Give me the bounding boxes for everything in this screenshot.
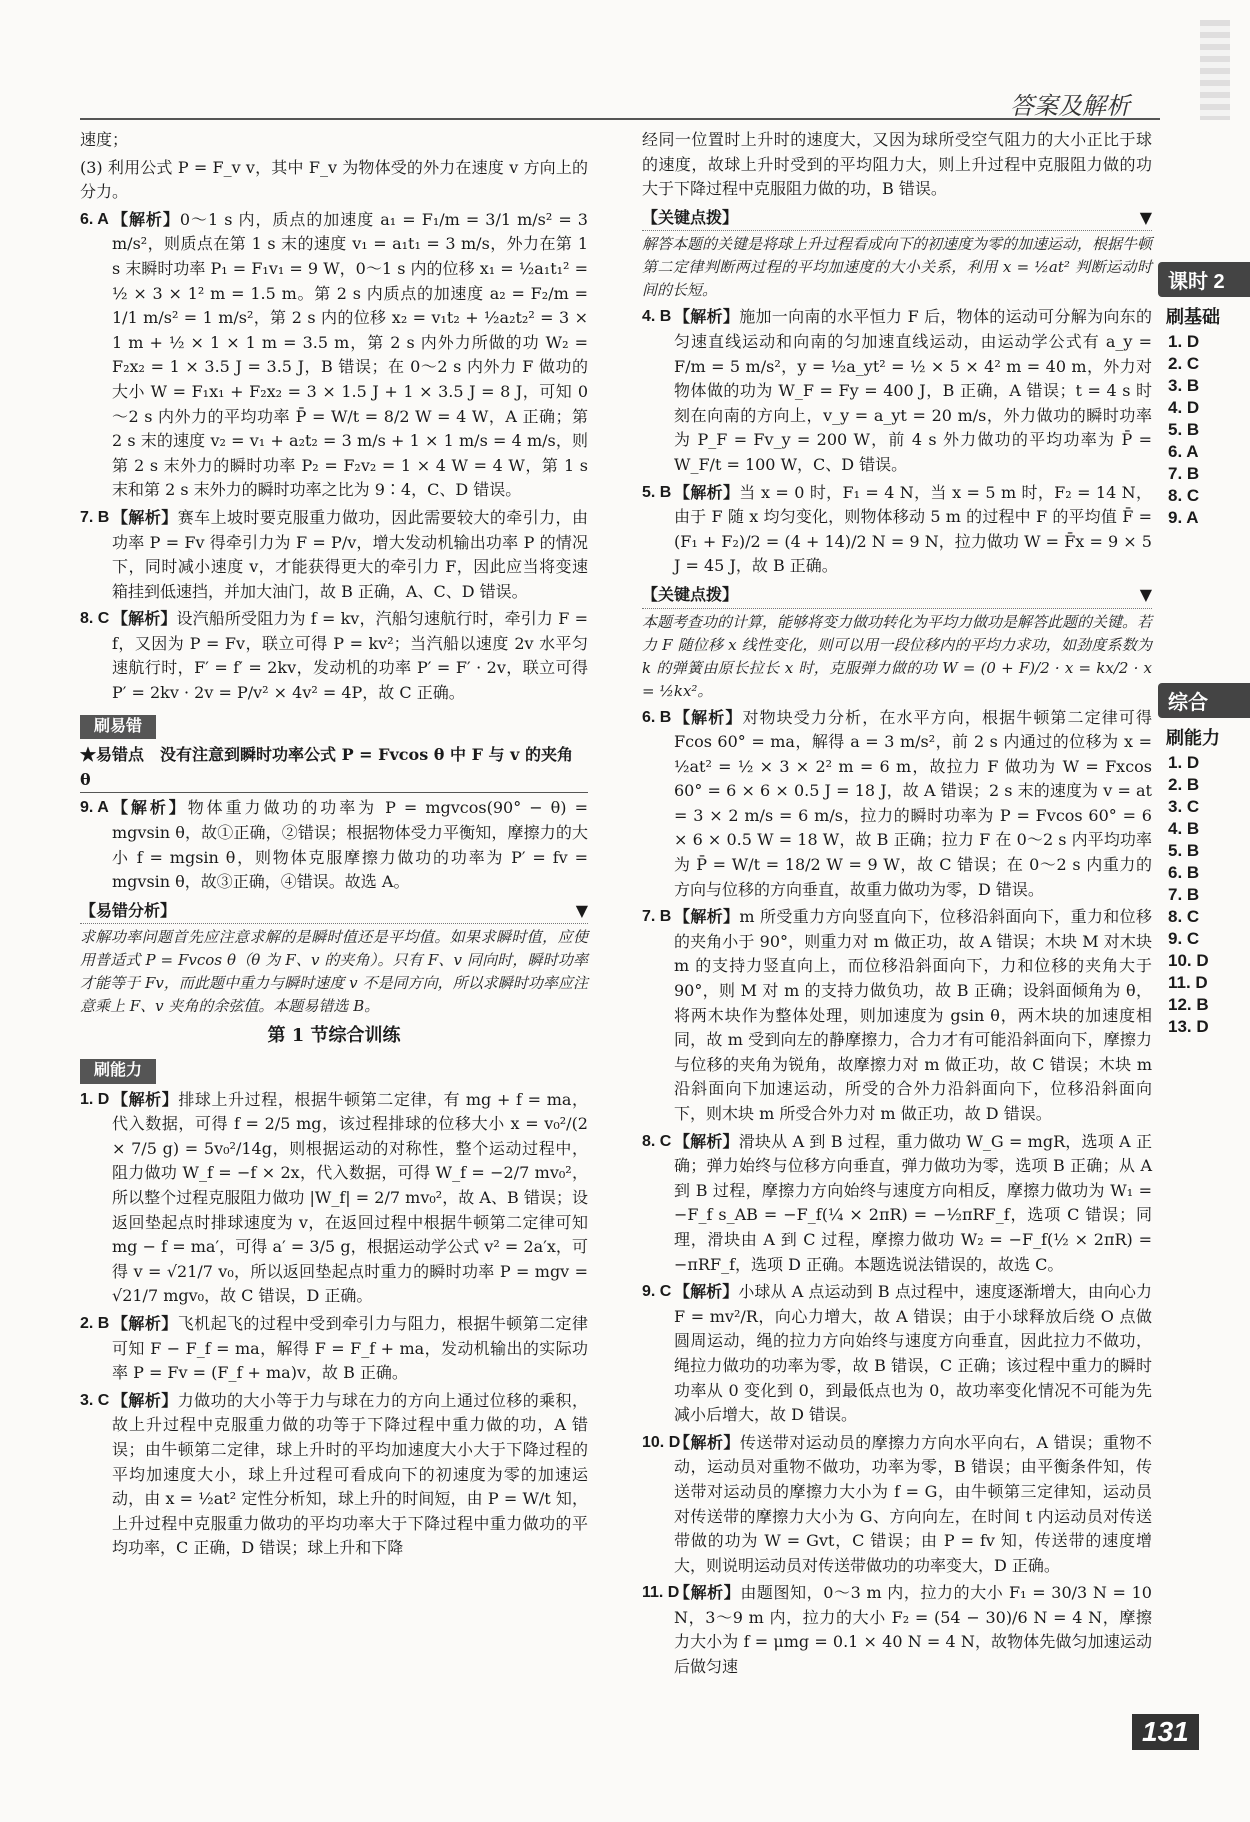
sidebar-answer: 6. A xyxy=(1168,442,1199,461)
section-ability: 刷能力 xyxy=(80,1059,156,1084)
sidebar-answer: 11. D xyxy=(1168,973,1208,992)
sidebar-answer: 6. B xyxy=(1168,863,1200,882)
sidebar-answer: 7. B xyxy=(1168,885,1200,904)
intro-line: 速度； xyxy=(80,130,129,149)
sidebar-answer: 9. C xyxy=(1168,929,1200,948)
sidebar-answer: 8. C xyxy=(1168,486,1200,505)
header-rule xyxy=(80,118,1160,120)
sidebar-answer: 12. B xyxy=(1168,995,1209,1014)
answer-item: 3. C 【解析】力做功的大小等于力与球在力的方向上通过位移的乘积，故上升过程中克服重力做的功等于下降过程中重力做的功，A 错误；由牛顿第二定律，球上升时的平均加速度大小大于下降过程的平均加速度大小，球上升过程可看成向下的初速度为零的加速运动，由 x = ½at² 定性分析知，球上升的时间短，由 P = W/t 知，上升过程中克服重力做功的平均功率大于下降过程中重力做功的平均功率，C 正确，D 错误；球上升和下降 xyxy=(80,1390,588,1558)
sidebar-answer: 3. C xyxy=(1168,797,1200,816)
answer-item: 10. D 【解析】传送带对运动员的摩擦力方向水平向右，A 错误；重物不动，运动员对重物不做功，功率为零，B 错误；由平衡条件知，传送带对运动员的摩擦力大小为 f = G，由牛顿第三定律知，运动员对传送带的摩擦力大小为 G、方向向左，在时间 t 内运动员对传送带做的功为 W = Gvt，C 错误；由 P = fv 知，传送带的速度增大，则说明运动员对传送带做功的功率变大，D 正确。 xyxy=(642,1432,1152,1575)
left-column xyxy=(80,128,588,1564)
sidebar-answer: 5. B xyxy=(1168,841,1200,860)
answer-item: 7. B 【解析】m 所受重力方向竖直向下，位移沿斜面向下，重力和位移的夹角小于 90°，则重力对 m 做正功，故 A 错误；木块 M 对木块 m 的支持力竖直向上，而位移沿斜面向下，力和位移的夹角大于 90°，则 M 对 m 的支持力做负功，故 B 正确；设斜面倾角为 θ，将两木块作为整体处理，则加速度为 gsin θ，两木块的加速度相同，故 m 受到向左的静摩擦力，合力才有可能沿斜面向下，摩擦力与位移的夹角为锐角，故摩擦力对 m 做正功，故 C 错误；木块 m 沿斜面向下加速运动，所受的合外力沿斜面向下，位移沿斜面向下，则木块 m 所受合外力对 m 做正功，故 D 错误。 xyxy=(642,907,1152,1123)
sidebar-answer: 8. C xyxy=(1168,907,1200,926)
page-header-title: 答案及解析 xyxy=(1010,93,1130,120)
sidebar-answer: 2. C xyxy=(1168,354,1200,373)
sidebar-lesson-2 xyxy=(1158,262,1250,529)
triangle-icon: ▼ xyxy=(575,900,588,920)
sidebar-answer: 7. B xyxy=(1168,464,1200,483)
intro-line: (3) 利用公式 P = F_v v，其中 F_v 为物体受的外力在速度 v 方向上的分力。 xyxy=(80,157,588,202)
answer-item: 1. D 【解析】排球上升过程，根据牛顿第二定律，有 mg + f = ma，代入数据，可得 f = 2/5 mg，该过程排球的位移大小 x = v₀²/(2 × 7/5 g) = 5v₀²/14g，则根据运动的对称性，整个运动过程中，阻力做功 W_f = −f × 2x，代入数据，可得 W_f = −2/7 mv₀²，所以整个过程克服阻力做功 |W_f| = 2/7 mv₀²，故 A、B 错误；设返回垫起点时排球速度为 v，在返回过程中根据牛顿第二定律可知 mg − f = ma′，可得 a′ = 3/5 g，根据运动学公式 v² = 2a′x，可得 v = √21/7 v₀，所以返回垫起点时重力的瞬时功率 P = mgv = √21/7 mgv₀，故 C 错误，D 正确。 xyxy=(80,1089,588,1306)
sidebar-answer: 2. B xyxy=(1168,775,1200,794)
sidebar-answer: 5. B xyxy=(1168,420,1200,439)
note-heading: 【关键点拨】 ▼ xyxy=(642,206,1152,232)
answer-item: 6. A 【解析】0～1 s 内，质点的加速度 a₁ = F₁/m = 3/1 m/s² = 3 m/s²，则质点在第 1 s 末的速度 v₁ = a₁t₁ = 3 m/s，外力在第 1 s 末瞬时功率 P₁ = F₁v₁ = 9 W，0～1 s 内的位移 x₁ = ½a₁t₁² = ½ × 3 × 1² m = 1.5 m。第 2 s 内质点的加速度 a₂ = F₂/m = 1/1 m/s² = 1 m/s²，第 2 s 内的位移 x₂ = v₁t₂ + ½a₂t₂² = 3 × 1 m + ½ × 1 × 1 m = 3.5 m，第 2 s 内外力所做的功 W₂ = F₂x₂ = 1 × 3.5 J = 3.5 J，B 错误；在 0～2 s 内外力 F 做功的大小 W = F₁x₁ + F₂x₂ = 3 × 1.5 J + 1 × 3.5 J = 8 J，可知 0～2 s 内外力的平均功率 P̄ = W/t = 8/2 W = 4 W，A 正确；第 2 s 末的速度 v₂ = v₁ + a₂t₂ = 3 m/s + 1 × 1 m/s = 4 m/s，则第 2 s 末外力的瞬时功率 P₂ = F₂v₂ = 1 × 4 W = 4 W，第 1 s 末和第 2 s 末外力的瞬时功率之比为 9∶4，C、D 错误。 xyxy=(80,209,588,500)
answer-item: 8. C 【解析】设汽船所受阻力为 f = kv，汽船匀速航行时，牵引力 F = f，又因为 P = Fv，联立可得 P = kv²；当汽船以速度 2v 水平匀速航行时，F′ = f′ = 2kv，发动机的功率 P′ = F′ · 2v，联立可得 P′ = 2kv · 2v = P/v² × 4v² = 4P，故 C 正确。 xyxy=(80,609,588,703)
note-body: 解答本题的关键是将球上升过程看成向下的初速度为零的加速运动，根据牛顿第二定律判断两过程的平均加速度的大小关系，利用 x = ½at² 判断运动时间的长短。 xyxy=(642,235,1153,300)
right-column xyxy=(642,128,1152,1683)
answer-item: 8. C 【解析】滑块从 A 到 B 过程，重力做功 W_G = mgR，选项 A 正确；弹力始终与位移方向垂直，弹力做功为零，选项 B 正确；从 A 到 B 过程，摩擦力方向始终与速度方向相反，摩擦力做功为 W₁ = −F_f s_AB = −F_f(¼ × 2πR) = −½πRF_f，选项 C 错误；同理，滑块由 A 到 C 过程，摩擦力做功 W₂ = −F_f(½ × 2πR) = −πRF_f，选项 D 正确。本题选说法错误的，故选 C。 xyxy=(642,1131,1152,1274)
note-heading: 【关键点拨】 ▼ xyxy=(642,583,1152,609)
continued-text: 经同一位置时上升时的速度大，又因为球所受空气阻力的大小正比于球的速度，故球上升时受到的平均阻力大，则上升过程中克服阻力做的功大于下降过程中克服阻力做的功，B 错误。 xyxy=(642,130,1152,199)
sidebar-comprehensive xyxy=(1158,683,1250,1038)
sidebar-tab: 综合 xyxy=(1158,683,1250,718)
sidebar-answer: 13. D xyxy=(1168,1017,1209,1036)
sidebar-tab: 课时 2 xyxy=(1158,262,1250,297)
sidebar-subtitle: 刷基础 xyxy=(1166,307,1220,327)
answer-item: 5. B 【解析】当 x = 0 时，F₁ = 4 N，当 x = 5 m 时，F₂ = 14 N，由于 F 随 x 均匀变化，则物体移动 5 m 的过程中 F 的平均值 F̄ = (F₁ + F₂)/2 = (4 + 14)/2 N = 9 N，拉力做功 W = F̄x = 9 × 5 J = 45 J，故 B 正确。 xyxy=(642,482,1152,576)
sidebar-answer: 9. A xyxy=(1168,508,1199,527)
note-body: 求解功率问题首先应注意求解的是瞬时值还是平均值。如果求瞬时值，应使用普适式 P = Fvcos θ（θ 为 F、v 的夹角）。只有 F、v 同向时，瞬时功率才能等于 Fv，而此题中重力与瞬时速度 v 不是同方向，所以求瞬时功率应注意乘上 F、v 夹角的余弦值。本题易错选 B。 xyxy=(80,928,588,1016)
sidebar-answer: 1. D xyxy=(1168,753,1200,772)
sidebar-answer: 4. B xyxy=(1168,819,1200,838)
page-number: 131 xyxy=(1132,1714,1199,1750)
triangle-icon: ▼ xyxy=(1139,207,1152,227)
section-title: 第 1 节综合训练 xyxy=(267,1025,401,1047)
note-heading: 【易错分析】 ▼ xyxy=(80,899,588,925)
triangle-icon: ▼ xyxy=(1139,584,1152,604)
note-body: 本题考查功的计算，能够将变力做功转化为平均力做功是解答此题的关键。若力 F 随位移 x 线性变化，则可以用一段位移内的平均力求功，如劲度系数为 k 的弹簧由原长拉长 x 时，克服弹力做的功 W = (0 + F)/2 · x = kx/2 · x = ½kx²。 xyxy=(642,612,1153,700)
sidebar-subtitle: 刷能力 xyxy=(1166,728,1220,748)
sidebar-answer: 4. D xyxy=(1168,398,1200,417)
corner-decoration xyxy=(1200,20,1230,120)
answer-item: 7. B 【解析】赛车上坡时要克服重力做功，因此需要较大的牵引力，由功率 P = Fv 得牵引力为 F = P/v，增大发动机输出功率 P 的情况下，同时减小速度 v，才能获得更大的牵引力 F，因此应当将变速箱挂到低速挡，并加大油门，故 B 正确，A、C、D 错误。 xyxy=(80,507,588,601)
answer-item: 9. C 【解析】小球从 A 点运动到 B 点过程中，速度逐渐增大，由向心力 F = mv²/R，向心力增大，故 A 错误；由于小球释放后绕 O 点做圆周运动，绳的拉力方向始终与速度方向垂直，因此拉力不做功，绳拉力做功的功率为零，故 B 错误，C 正确；该过程中重力的瞬时功率从 0 变化到 0，到最低点也为 0，故功率变化情况不可能为先减小后增大，故 D 错误。 xyxy=(642,1282,1152,1425)
sidebar-answer: 1. D xyxy=(1168,332,1200,351)
answer-item: 11. D 【解析】由题图知，0～3 m 内，拉力的大小 F₁ = 30/3 N = 10 N，3～9 m 内，拉力的大小 F₂ = (54 − 30)/6 N = 4 N，摩擦力大小为 f = μmg = 0.1 × 40 N = 4 N，故物体先做匀加速运动后做匀速 xyxy=(642,1583,1152,1677)
answer-item: 2. B 【解析】飞机起飞的过程中受到牵引力与阻力，根据牛顿第二定律可知 F − F_f = ma，解得 F = F_f + ma，发动机输出的实际功率 P = Fv = (F_f + ma)v，故 B 正确。 xyxy=(80,1313,588,1383)
pitfall-line: ★易错点 没有注意到瞬时功率公式 P = Fvcos θ 中 F 与 v 的夹角 θ xyxy=(80,743,588,793)
sidebar-answer: 10. D xyxy=(1168,951,1209,970)
answer-item: 6. B 【解析】对物块受力分析，在水平方向，根据牛顿第二定律可得 Fcos 60° = ma，解得 a = 3 m/s²，前 2 s 内通过的位移为 x = ½at² = ½ × 3 × 2² m = 6 m，故拉力 F 做功为 W = Fxcos 60° = 6 × 6 × 0.5 J = 18 J，故 A 错误；2 s 末的速度为 v = at = 3 × 2 m/s = 6 m/s，拉力的瞬时功率为 P = Fvcos 60° = 6 × 6 × 0.5 W = 18 W，故 B 正确；拉力 F 在 0～2 s 内平均功率为 P̄ = W/t = 18/2 W = 9 W，故 C 错误；在 0～2 s 内重力的方向与位移的方向垂直，故重力做功为零，D 错误。 xyxy=(642,707,1152,899)
section-easy-error: 刷易错 xyxy=(80,715,156,740)
sidebar-answer: 3. B xyxy=(1168,376,1200,395)
answer-item: 4. B 【解析】施加一向南的水平恒力 F 后，物体的运动可分解为向东的匀速直线运动和向南的匀加速直线运动，由运动学公式有 a_y = F/m = 5 m/s²，y = ½a_yt² = ½ × 5 × 4² m = 40 m，外力对物体做的功为 W_F = Fy = 400 J，B 正确，A 错误；t = 4 s 时刻在向南的方向上，v_y = a_yt = 20 m/s，外力做功的瞬时功率为 P_F = Fv_y = 200 W，前 4 s 外力做功的平均功率为 P̄ = W_F/t = 100 W，C、D 错误。 xyxy=(642,307,1152,474)
answer-item: 9. A 【解析】物体重力做功的功率为 P = mgvcos(90° − θ) = mgvsin θ，故①正确，②错误；根据物体受力平衡知，摩擦力的大小 f = mgsin θ，则物体克服摩擦力做功的功率为 P′ = fv = mgvsin θ，故③正确，④错误。故选 A。 xyxy=(80,798,588,892)
